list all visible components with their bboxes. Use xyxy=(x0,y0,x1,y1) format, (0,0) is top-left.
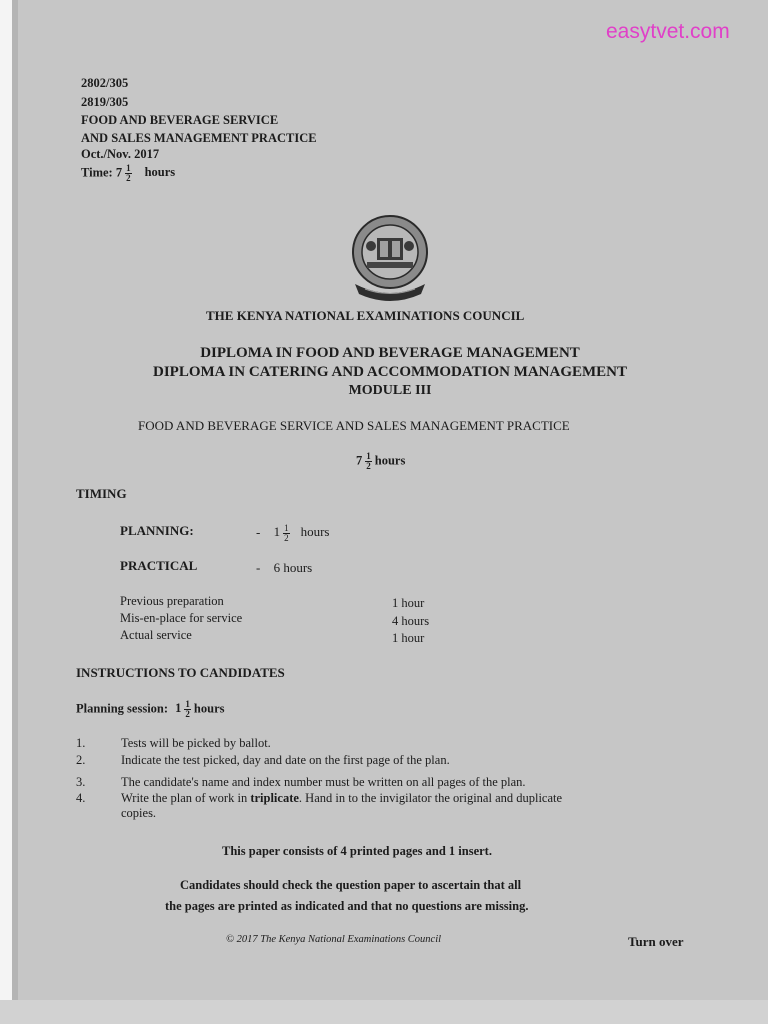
check-note-line-1: Candidates should check the question paper to ascertain that all xyxy=(180,878,522,892)
planning-fraction xyxy=(283,524,290,543)
header-time-numerator: 1 xyxy=(126,163,131,173)
planning-value xyxy=(256,524,329,543)
header-title-1: FOOD AND BEVERAGE SERVICE xyxy=(81,113,279,127)
planning-session-unit: hours xyxy=(193,701,225,716)
list-item-text-continued: copies. xyxy=(121,806,157,820)
list-item-text: Indicate the test picked, day and date on the first page of the plan. xyxy=(121,753,450,767)
list-item xyxy=(76,736,676,752)
practical-dash: - xyxy=(256,560,261,575)
planning-dash: - xyxy=(256,524,261,540)
duration-denominator: 2 xyxy=(366,461,371,471)
list-item xyxy=(76,753,676,769)
knec-crest-emblem xyxy=(347,210,433,304)
header-time-fraction xyxy=(125,164,132,183)
planning-session-fraction xyxy=(184,700,191,719)
check-note-line-2: the pages are printed as indicated and that no questions are missing. xyxy=(165,899,529,913)
page-bottom-edge xyxy=(0,1000,768,1024)
planning-whole: 1 xyxy=(273,524,281,540)
planning-label: PLANNING: xyxy=(120,523,194,538)
turn-over-label: Turn over xyxy=(628,934,684,949)
list-item-text xyxy=(121,791,562,806)
header-date: Oct./Nov. 2017 xyxy=(81,147,160,161)
triplicate-emphasis: triplicate xyxy=(250,791,299,805)
list-item xyxy=(76,791,696,825)
duration-unit: hours xyxy=(374,453,406,468)
duration-whole: 7 xyxy=(356,453,363,468)
page-edge-shadow xyxy=(12,0,18,1024)
list-item-number: 3. xyxy=(76,775,86,789)
header-time-unit: hours xyxy=(144,165,176,180)
practical-value xyxy=(256,560,312,576)
list-item-text-start: Write the plan of work in xyxy=(121,791,251,805)
list-item-text-end: . Hand in to the invigilator the original and duplicate xyxy=(298,791,563,805)
breakdown-value: 4 hours xyxy=(392,614,430,628)
practical-label: PRACTICAL xyxy=(120,558,198,573)
planning-numerator: 1 xyxy=(284,523,289,533)
diploma-title-1: DIPLOMA IN FOOD AND BEVERAGE MANAGEMENT xyxy=(200,345,580,361)
timing-heading: TIMING xyxy=(76,486,127,501)
breakdown-label: Actual service xyxy=(120,628,192,642)
breakdown-label: Previous preparation xyxy=(120,594,224,608)
duration-fraction xyxy=(365,452,372,471)
list-item-number: 2. xyxy=(76,753,86,767)
practical-hours: 6 hours xyxy=(273,560,313,575)
breakdown-value: 1 hour xyxy=(392,596,425,610)
copyright-notice: © 2017 The Kenya National Examinations Council xyxy=(226,934,442,945)
header-time xyxy=(81,164,175,183)
watermark-text: easytvet.com xyxy=(606,20,730,43)
planning-denominator: 2 xyxy=(284,533,289,543)
list-item xyxy=(76,775,696,791)
breakdown-value: 1 hour xyxy=(392,631,425,645)
paper-code-1: 2802/305 xyxy=(81,76,129,90)
instructions-heading: INSTRUCTIONS TO CANDIDATES xyxy=(76,665,285,680)
subject-title: FOOD AND BEVERAGE SERVICE AND SALES MANAGEMENT PRACTICE xyxy=(138,418,570,433)
pages-note: This paper consists of 4 printed pages and 1 insert. xyxy=(222,844,492,858)
header-title-2: AND SALES MANAGEMENT PRACTICE xyxy=(81,131,317,145)
header-time-label: Time: 7 xyxy=(81,165,123,180)
council-name: THE KENYA NATIONAL EXAMINATIONS COUNCIL xyxy=(206,308,525,323)
diploma-title-2: DIPLOMA IN CATERING AND ACCOMMODATION MANAGEMENT xyxy=(152,364,628,380)
paper-code-2: 2819/305 xyxy=(81,95,129,109)
list-item-number: 4. xyxy=(76,791,86,805)
module-title: MODULE III xyxy=(348,383,432,398)
page-left-margin xyxy=(0,0,12,1024)
duration xyxy=(356,452,405,471)
planning-session-line xyxy=(76,700,225,719)
list-item-text: The candidate's name and index number must be written on all pages of the plan. xyxy=(121,775,526,789)
planning-session-label: Planning session: xyxy=(76,701,169,716)
planning-session-denominator: 2 xyxy=(185,709,190,719)
list-item-number: 1. xyxy=(76,736,86,750)
header-time-denominator: 2 xyxy=(126,173,131,183)
planning-session-numerator: 1 xyxy=(185,699,190,709)
list-item-text: Tests will be picked by ballot. xyxy=(121,736,271,750)
duration-numerator: 1 xyxy=(366,451,371,461)
planning-session-whole: 1 xyxy=(175,701,182,716)
planning-unit: hours xyxy=(300,524,330,540)
breakdown-label: Mis-en-place for service xyxy=(120,611,243,625)
